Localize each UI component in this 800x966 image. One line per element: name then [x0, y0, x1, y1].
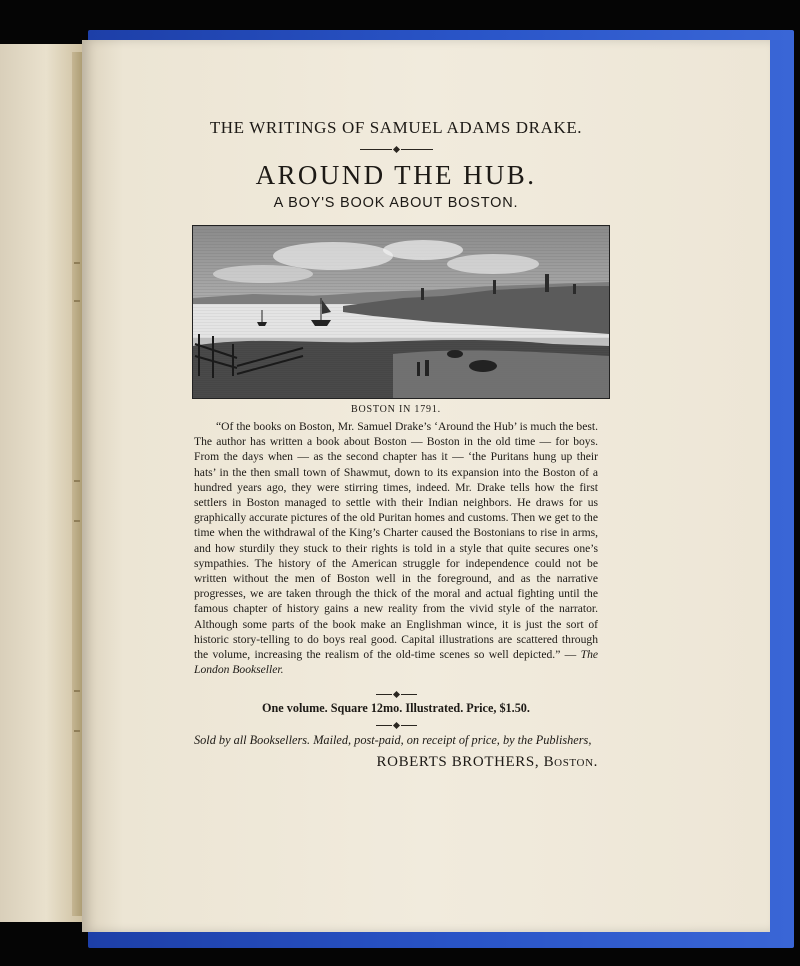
book-subtitle: A BOY'S BOOK ABOUT BOSTON. [273, 195, 519, 211]
review-source: The London Bookseller. [194, 648, 599, 677]
binding-stitch [74, 730, 80, 732]
review-text: “Of the books on Boston, Mr. Samuel Drake’s ‘Around the Hub’ is much the best. The author has written a book about Boston — Boston in the old time — for boys. From the days when — as the second chapter has it — ‘the Puritans hung up their hats’ in the then small town of Shawmut, down to its expansion into the Boston of a hundred years ago, they were stirring times, indeed. Mr. Drake tells how the first settlers in Boston managed to settle with their Indian neighbors. He draws for us graphically accurate pictures of the old Puritan homes and customs. Then we get to the time when the withdrawal of the King’s Charter caused the Bostonians to rise in arms, and how sturdily they stuck to their rights is told in a style that quite secures one’s sympathies. The history of the American struggle for independence could not be written without the men of Boston well in the foreground, and as the narrative progresses, we are taken through the thick of the moral and actual fighting until the famous chapter of history gains a new reality from the vivid style of the narrator. Although some parts of the book make an Englishman wince, it is just the sort of historic story-telling to do boys real good. Capital illustrations are scattered through the volume, increasing the realism of the old-time scenes so well depicted.” — [194, 420, 598, 662]
binding-stitch [74, 480, 80, 482]
illustration-caption: BOSTON IN 1791. [351, 404, 441, 415]
boston-engraving [192, 225, 610, 399]
advertisement-content [194, 110, 598, 771]
binding-stitch [74, 262, 80, 264]
publisher-city: Boston. [543, 754, 598, 771]
publisher-line [194, 754, 598, 771]
ornamental-rule [194, 720, 598, 730]
binding-stitch [74, 690, 80, 692]
ornamental-rule [194, 689, 598, 699]
volume-info: One volume. Square 12mo. Illustrated. Price, $1.50. [262, 701, 530, 716]
binding-stitch [74, 300, 80, 302]
ornamental-rule [194, 144, 598, 154]
book-title: AROUND THE HUB. [255, 160, 537, 190]
binding-stitch [74, 520, 80, 522]
publisher-name: ROBERTS BROTHERS, [376, 754, 540, 771]
review-quote [194, 419, 598, 677]
series-title: THE WRITINGS OF SAMUEL ADAMS DRAKE. [209, 118, 583, 137]
sold-note: Sold by all Booksellers. Mailed, post-paid, on receipt of price, by the Publishers, [194, 733, 592, 748]
